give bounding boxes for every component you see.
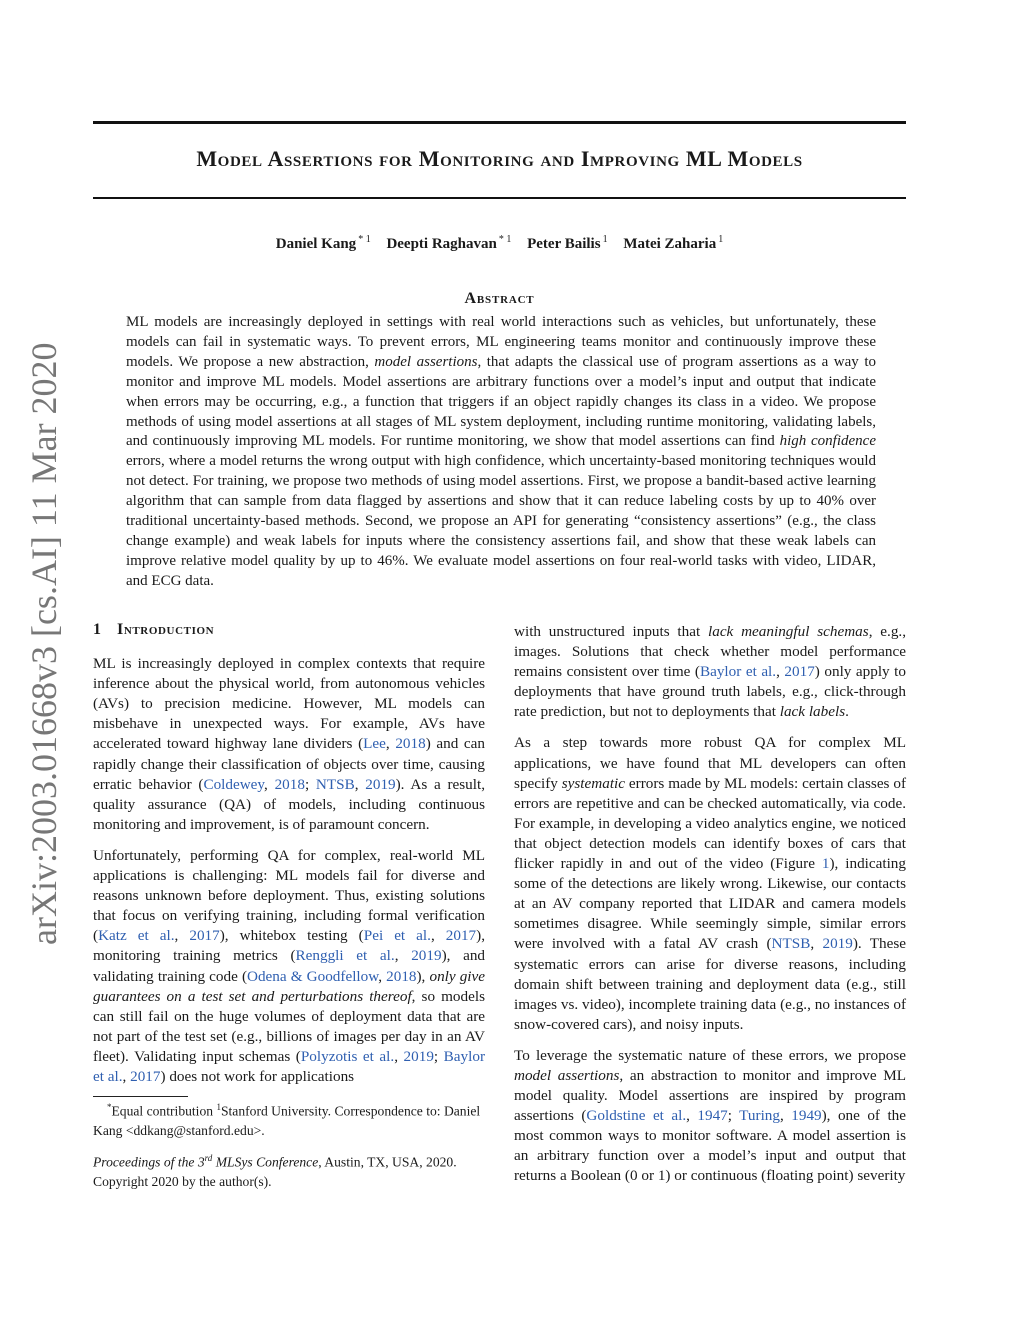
text-span: , an abstraction to monitor and improve ML model quality. Model assertions are inspired by program assertions ( (514, 1066, 907, 1125)
abstract-span: ML models are increasingly deployed in settings with real world interactions such as vehicles, but unfortunately, these models can fail in systematic ways. To prevent errors, ML engineering teams monitor and continuously improve these models. We propose a new abstraction, (126, 314, 876, 370)
author (276, 236, 371, 252)
paragraph (93, 846, 485, 1087)
paragraph (514, 622, 906, 722)
citation-link[interactable]: 2018 (274, 775, 305, 793)
citation-link[interactable]: Lee (363, 735, 386, 753)
citation-link[interactable]: NTSB (315, 775, 355, 793)
citation-link[interactable]: Pei et al. (363, 927, 431, 945)
proceedings-italic: Proceedings of the (93, 1154, 198, 1170)
text-span: To leverage the systematic nature of these errors, we propose (514, 1046, 906, 1064)
abstract-italic: high confidence (779, 433, 876, 450)
text-span: ) and can rapidly change their classification of objects over time, causing erratic behavior ( (93, 735, 486, 793)
citation-link[interactable]: 2019 (365, 775, 396, 793)
author-affiliation: * 1 (358, 234, 371, 245)
citation-link[interactable]: 2019 (411, 947, 442, 965)
right-column (514, 622, 906, 1198)
text-span: , (779, 1107, 792, 1125)
text-span: ), monitoring training metrics ( (93, 927, 485, 965)
citation-link[interactable]: 2019 (822, 935, 853, 953)
author (527, 236, 607, 252)
proceedings-italic: MLSys Conference (212, 1154, 319, 1170)
citation-link[interactable]: Katz et al. (98, 927, 175, 945)
text-span: ), indicating some of the detections are likely wrong. Likewise, our contacts at an AV company reported that LIDAR and camera models sometimes disagree. While seemingly simple, similar errors were involved with a fatal AV crash ( (514, 855, 906, 953)
citation-link[interactable]: 2017 (130, 1067, 161, 1085)
proceedings-italic: 3 (197, 1154, 205, 1170)
text-span: , so models can still fail on the huge volumes of deployment data that are not part of the test set (e.g., billions of images per day in an AV fleet). Validating input schemas ( (93, 987, 485, 1065)
italic-span: model assertions (514, 1066, 620, 1084)
text-span: with unstructured inputs that (514, 623, 708, 640)
text-span: , (174, 927, 190, 945)
citation-link[interactable]: Polyzotis et al. (300, 1047, 395, 1065)
text-span: Unfortunately, performing QA for complex, real-world ML applications is challenging: ML models fail for diverse and reasons unknown before deployment. Thus, existing solutions that focus on verifying training, including formal verification ( (93, 846, 485, 945)
citation-link[interactable]: 2018 (386, 967, 417, 985)
author-affiliation: 1 (718, 234, 724, 245)
text-span: , (394, 1047, 404, 1065)
proceedings-superscript: rd (204, 1153, 213, 1163)
abstract-span: errors, where a model returns the wrong output with high confidence, which uncertainty-based monitoring techniques would not detect. For training, we propose two methods of using model assertions. First, we propose a bandit-based active learning algorithm that can sample from data flagged by assertions and show that it can reduce labeling costs by up to 40% over traditional uncertainty-based methods. Second, we propose an API for generating “consistency assertions” (e.g., the class change example) and weak labels for inputs where the consistency assertions fail, and show that these weak labels can improve relative model quality by up to 46%. We evaluate model assertions on four real-world tasks with video, LIDAR, and ECG data. (126, 453, 876, 589)
author-affiliation: * 1 (498, 234, 512, 245)
paragraph (514, 733, 906, 1034)
footnote-text: Equal contribution (111, 1103, 217, 1119)
section-heading (93, 620, 485, 640)
text-span: ). These systematic errors can arise for diverse reasons, including domain shift between training and deployment data (e.g., still images vs. video), incomplete training data (e.g., no instances of snow-covered cars), and noisy inputs. (514, 935, 906, 1033)
text-span: , (430, 927, 446, 945)
text-span: , (776, 663, 785, 681)
citation-link[interactable]: Baylor et al. (699, 663, 777, 681)
footnote-rule (93, 1096, 188, 1097)
text-span: , (264, 775, 275, 793)
paragraph (514, 1046, 906, 1187)
text-span: , e.g., images. Solutions that check whether model performance remains consistent over time ( (514, 623, 907, 681)
section-number: 1 (93, 621, 101, 638)
text-span: , (122, 1067, 131, 1085)
text-span: errors made by ML models: certain classes of errors are repetitive and can be checked automatically, via code. For example, in developing a video analytics engine, we noticed that object detection models can identify boxes of cars that flicker rapidly in and out of the video (Figure (514, 774, 906, 873)
text-span: ), whitebox testing ( (219, 927, 364, 945)
text-span: , (354, 775, 366, 793)
author (623, 236, 723, 252)
citation-link[interactable]: Renggli et al. (295, 947, 395, 965)
footnote-mark: 1 (216, 1102, 221, 1112)
title-bottom-rule (93, 197, 906, 199)
text-span: ; (727, 1107, 740, 1125)
text-span: ), and validating training code ( (93, 947, 486, 985)
text-span: , (385, 735, 396, 753)
citation-link[interactable]: 1947 (697, 1107, 728, 1125)
footnote-text: Stanford University. Correspondence to: Daniel Kang <ddkang@stanford.edu>. (93, 1103, 481, 1138)
text-span: ; (304, 775, 316, 793)
text-span: ) does not work for applications (160, 1067, 355, 1085)
citation-link[interactable]: 2017 (445, 927, 477, 945)
paragraph (93, 654, 485, 835)
author (386, 236, 511, 252)
text-span: , (686, 1107, 698, 1125)
text-span: . (845, 703, 849, 721)
arxiv-stamp[interactable]: arXiv:2003.01668v3 [cs.AI] 11 Mar 2020 (24, 342, 64, 945)
proceedings-text: , Austin, TX, USA, 2020. Copyright 2020 by the author(s). (93, 1154, 457, 1189)
figure-link[interactable]: 1 (821, 855, 830, 873)
author-name: Daniel Kang (275, 236, 357, 252)
author-name: Matei Zaharia (623, 236, 717, 252)
citation-link[interactable]: Turing (739, 1107, 780, 1125)
text-span: ). As a result, quality assurance (QA) of models, including continuous monitoring and improvement, is of paramount concern. (93, 775, 485, 833)
text-span: ML is increasingly deployed in complex contexts that require inference about the physical world, from autonomous vehicles (AVs) to precision medicine. However, ML models can misbehave in unexpected ways. For example, AVs have accelerated toward highway lane dividers ( (93, 655, 485, 753)
author-list (93, 234, 906, 253)
italic-span: only give guarantees on a test set and perturbations thereof (93, 967, 486, 1005)
italic-span: lack labels (779, 703, 846, 721)
paper-title: Model Assertions for Monitoring and Improving ML Models (196, 146, 803, 171)
text-span: , (394, 947, 412, 965)
abstract-text (126, 313, 876, 592)
citation-link[interactable]: Coldewey (203, 775, 265, 793)
section-title: Introduction (117, 621, 215, 638)
text-span: As a step towards more robust QA for complex ML applications, we have found that ML developers can often specify (514, 734, 906, 792)
citation-link[interactable]: 2019 (403, 1047, 434, 1065)
citation-link[interactable]: 2017 (784, 663, 815, 681)
citation-link[interactable]: 2018 (395, 735, 426, 753)
italic-span: systematic (561, 774, 626, 792)
author-affiliation: 1 (602, 234, 608, 245)
citation-link[interactable]: 1949 (791, 1107, 822, 1125)
text-span: , (378, 967, 387, 985)
author-name: Deepti Raghavan (386, 236, 497, 252)
abstract-heading: Abstract (464, 290, 535, 307)
citation-link[interactable]: Baylor et al. (93, 1047, 486, 1085)
citation-link[interactable]: 2017 (189, 927, 220, 945)
citation-link[interactable]: NTSB (771, 935, 811, 953)
text-span: , (810, 935, 823, 953)
footnote-mark: * (107, 1102, 112, 1112)
text-span: ; (433, 1047, 444, 1065)
text-span: ), one of the most common ways to monitor software. A model assertion is an arbitrary function over a model’s input and output that returns a Boolean (0 or 1) or continuous (floating point) severity (514, 1107, 906, 1185)
proceedings-note (93, 1149, 493, 1191)
author-name: Peter Bailis (527, 236, 601, 252)
citation-link[interactable]: Goldstine et al. (586, 1107, 687, 1125)
footnote (93, 1098, 493, 1140)
left-column (93, 620, 485, 1098)
abstract-italic: model assertions (374, 353, 478, 370)
text-span: ), (416, 967, 430, 985)
text-span: ) only apply to deployments that have ground truth labels, e.g., click-through rate prediction, but not to deployments that (514, 663, 906, 721)
title-top-rule (93, 121, 906, 124)
italic-span: lack meaningful schemas (708, 623, 869, 640)
abstract-span: , that adapts the classical use of program assertions as a way to monitor and improve ML models. Model assertions are arbitrary functions over a model’s input and output that indicate when errors may be occurring, e.g., a function that triggers if an object rapidly changes its class in a video. We propose methods of using model assertions at all stages of ML system deployment, including runtime monitoring, validating labels, and continuously improving ML models. For runtime monitoring, we show that model assertions can find (126, 353, 876, 450)
citation-link[interactable]: Odena & Goodfellow (247, 967, 379, 985)
